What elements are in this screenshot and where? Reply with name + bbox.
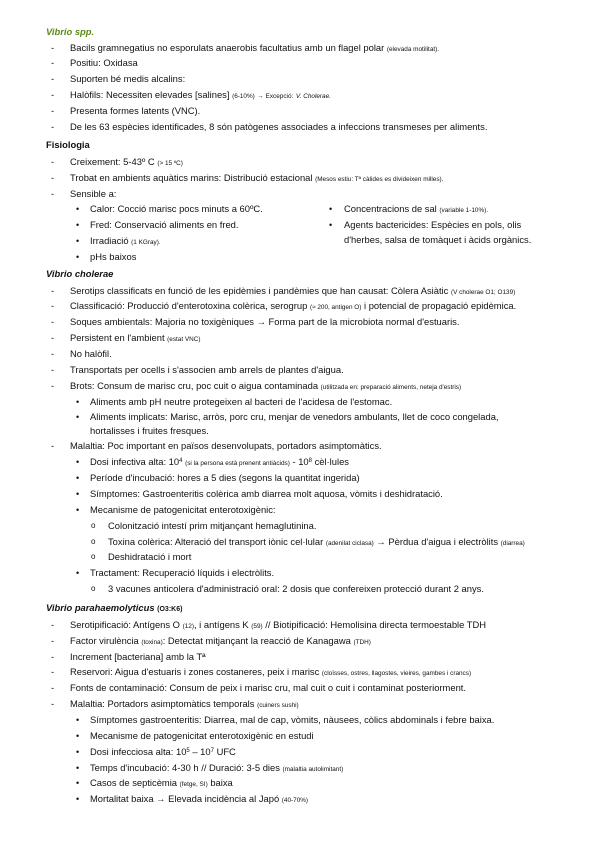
dash-marker: -: [51, 619, 55, 630]
bullet-marker: •: [329, 204, 333, 214]
list-item: De les 63 espècies identificades, 8 són patògenes associades a infeccions transmeses per aliments.: [70, 121, 488, 132]
list-item: Toxina colèrica: Alteració del transport iònic cel·lular (adenilat ciclasa) → Pèrdua d'aigua i electròlits (diarrea): [108, 536, 525, 547]
dash-marker: -: [51, 348, 55, 359]
list-item: Colonització intestí prim mitjançant hemaglutinina.: [108, 520, 317, 531]
bullet-marker: •: [76, 489, 80, 499]
section-title-vibrio-cholerae: Vibrio cholerae: [46, 268, 114, 279]
bullet-marker: •: [76, 397, 80, 407]
list-item: Deshidratació i mort: [108, 551, 192, 562]
list-item: Soques ambientals: Majoria no toxigèniques → Forma part de la microbiota normal d'estuaris.: [70, 316, 460, 327]
bullet-marker: •: [76, 473, 80, 483]
list-item: 3 vacunes anticolera d'administració oral: 2 dosis que confereixen protecció durant 2 anys.: [108, 583, 484, 594]
dash-marker: -: [51, 666, 55, 677]
dash-marker: -: [51, 57, 55, 68]
list-item: Mecanisme de patogenicitat enterotoxigènic:: [90, 504, 276, 515]
list-item: No halòfil.: [70, 348, 112, 359]
list-item: Increment [bacteriana] amb la Tª: [70, 651, 206, 662]
dash-marker: -: [51, 440, 55, 451]
dash-marker: -: [51, 651, 55, 662]
bullet-marker: •: [76, 505, 80, 515]
list-item: Casos de septicèmia (fetge, SI) baixa: [90, 777, 233, 788]
dash-marker: -: [51, 188, 55, 199]
list-item: Concentracions de sal (variable 1-10%).: [344, 203, 489, 214]
list-item: Trobat en ambients aquàtics marins: Distribució estacional (Mesos estiu: Tª càlides es divideixen milles).: [70, 172, 444, 183]
circle-marker: o: [91, 552, 96, 561]
bullet-marker: •: [76, 236, 80, 246]
circle-marker: o: [91, 537, 96, 546]
list-item: Sensible a:: [70, 188, 117, 199]
section-title-vibrio-parahaemolyticus: Vibrio parahaemolyticus (O3:K6): [46, 602, 183, 613]
list-item: Calor: Cocció marisc pocs minuts a 60ºC.: [90, 203, 263, 214]
dash-marker: -: [51, 380, 55, 391]
list-item: Positiu: Oxidasa: [70, 57, 138, 68]
list-item: Període d'incubació: hores a 5 dies (segons la quantitat ingerida): [90, 472, 360, 483]
bullet-marker: •: [76, 747, 80, 757]
dash-marker: -: [51, 698, 55, 709]
list-item: Transportats per ocells i s'associen amb arrels de plantes d'aigua.: [70, 364, 344, 375]
dash-marker: -: [51, 172, 55, 183]
bullet-marker: •: [329, 220, 333, 230]
list-item: Agents bactericides: Espècies en pols, olis: [344, 219, 522, 230]
list-item: d'herbes, salsa de tomàquet i àcids orgànics.: [344, 234, 532, 245]
bullet-marker: •: [76, 457, 80, 467]
list-item: Malaltia: Portadors asimptomàtics temporals (cuiners sushi): [70, 698, 299, 709]
list-item: Presenta formes latents (VNC).: [70, 105, 201, 116]
bullet-marker: •: [76, 204, 80, 214]
bullet-marker: •: [76, 731, 80, 741]
list-item: Creixement: 5-43º C (> 15 ºC): [70, 156, 183, 167]
list-item: Brots: Consum de marisc cru, poc cuit o aigua contaminada (utilitzada en: preparació aliments, neteja d'estris): [70, 380, 462, 391]
list-item: Aliments amb pH neutre protegeixen al bacteri de l'acidesa de l'estomac.: [90, 396, 393, 407]
dash-marker: -: [51, 682, 55, 693]
bullet-marker: •: [76, 715, 80, 725]
list-item: Dosi infectiva alta: $10^4$ (si la persona està prenent antiàcids) - $10^8$ cèl·lules: [90, 456, 349, 467]
dash-marker: -: [51, 42, 55, 53]
list-item: Símptomes: Gastroenteritis colèrica amb diarrea molt aquosa, vòmits i deshidratació.: [90, 488, 443, 499]
circle-marker: o: [91, 521, 96, 530]
section-title-fisiologia: Fisiologia: [46, 139, 90, 150]
list-item: Serotipificació: Antígens O (12), i antígens K (59) // Biotipificació: Hemolisina directa termoestable TDH: [70, 619, 487, 630]
list-item: Classificació: Producció d'enterotoxina colèrica, serogrup (≈ 200, antigen O) i potencial de propagació epidèmica.: [70, 300, 517, 311]
circle-marker: o: [91, 584, 96, 593]
list-item: Tractament: Recuperació líquids i electròlits.: [90, 567, 275, 578]
dash-marker: -: [51, 300, 55, 311]
bullet-marker: •: [76, 763, 80, 773]
dash-marker: -: [51, 156, 55, 167]
list-item: Reservori: Aigua d'estuaris i zones costaneres, peix i marisc (cloïsses, ostres, llagostes, vieires, gambes i crancs): [70, 666, 472, 677]
list-item: Fonts de contaminació: Consum de peix i marisc cru, mal cuit o cuit i contaminat posteriorment.: [70, 682, 466, 693]
bullet-marker: •: [76, 252, 80, 262]
dash-marker: -: [51, 121, 55, 132]
list-item: Factor virulència (toxina): Detectat mitjançant la reacció de Kanagawa (TDH): [70, 635, 371, 646]
list-item: Mortalitat baixa → Elevada incidència al Japó (40-70%): [90, 793, 309, 804]
list-item: Fred: Conservació aliments en fred.: [90, 219, 239, 230]
list-item: Dosi infecciosa alta: $10^5 - 10^7$ UFC: [90, 746, 236, 757]
dash-marker: -: [51, 635, 55, 646]
bullet-marker: •: [76, 794, 80, 804]
dash-marker: -: [51, 364, 55, 375]
list-item: Aliments implicats: Marisc, arròs, porc cru, menjar de venedors ambulants, llet de coco congelada,: [90, 411, 499, 422]
list-item: Persistent en l'ambient (estat VNC): [70, 332, 201, 343]
dash-marker: -: [51, 332, 55, 343]
dash-marker: -: [51, 73, 55, 84]
dash-marker: -: [51, 89, 55, 100]
bullet-marker: •: [76, 568, 80, 578]
list-item: Malaltia: Poc important en països desenvolupats, portadors asimptomàtics.: [70, 440, 382, 451]
list-item: Suporten bé medis alcalins:: [70, 73, 186, 84]
dash-marker: -: [51, 105, 55, 116]
list-item: Mecanisme de patogenicitat enterotoxigènic en estudi: [90, 730, 314, 741]
list-item: Serotips classificats en funció de les epidèmies i pandèmies que han causat: Còlera Asiàtic (V cholerae O1; O139): [70, 285, 516, 296]
list-item: Irradiació (1 KGray).: [90, 235, 161, 246]
list-item: Temps d'incubació: 4-30 h // Duració: 3-5 dies (malaltia autolimitant): [90, 762, 344, 773]
list-item: hortalisses i fruites fresques.: [90, 425, 209, 436]
bullet-marker: •: [76, 778, 80, 788]
list-item: Símptomes gastroenteritis: Diarrea, mal de cap, vòmits, nàusees, còlics abdominals i febre baixa.: [90, 714, 495, 725]
list-item: Halòfils: Necessiten elevades [salines] (6-10%) → Excepció: V. Cholerae.: [70, 89, 331, 100]
list-item: Bacils gramnegatius no esporulats anaerobis facultatius amb un flagel polar (elevada motilitat).: [70, 42, 440, 53]
dash-marker: -: [51, 316, 55, 327]
section-title-vibrio-spp: Vibrio spp.: [46, 26, 95, 37]
bullet-marker: •: [76, 220, 80, 230]
dash-marker: -: [51, 285, 55, 296]
list-item: pHs baixos: [90, 251, 137, 262]
bullet-marker: •: [76, 412, 80, 422]
